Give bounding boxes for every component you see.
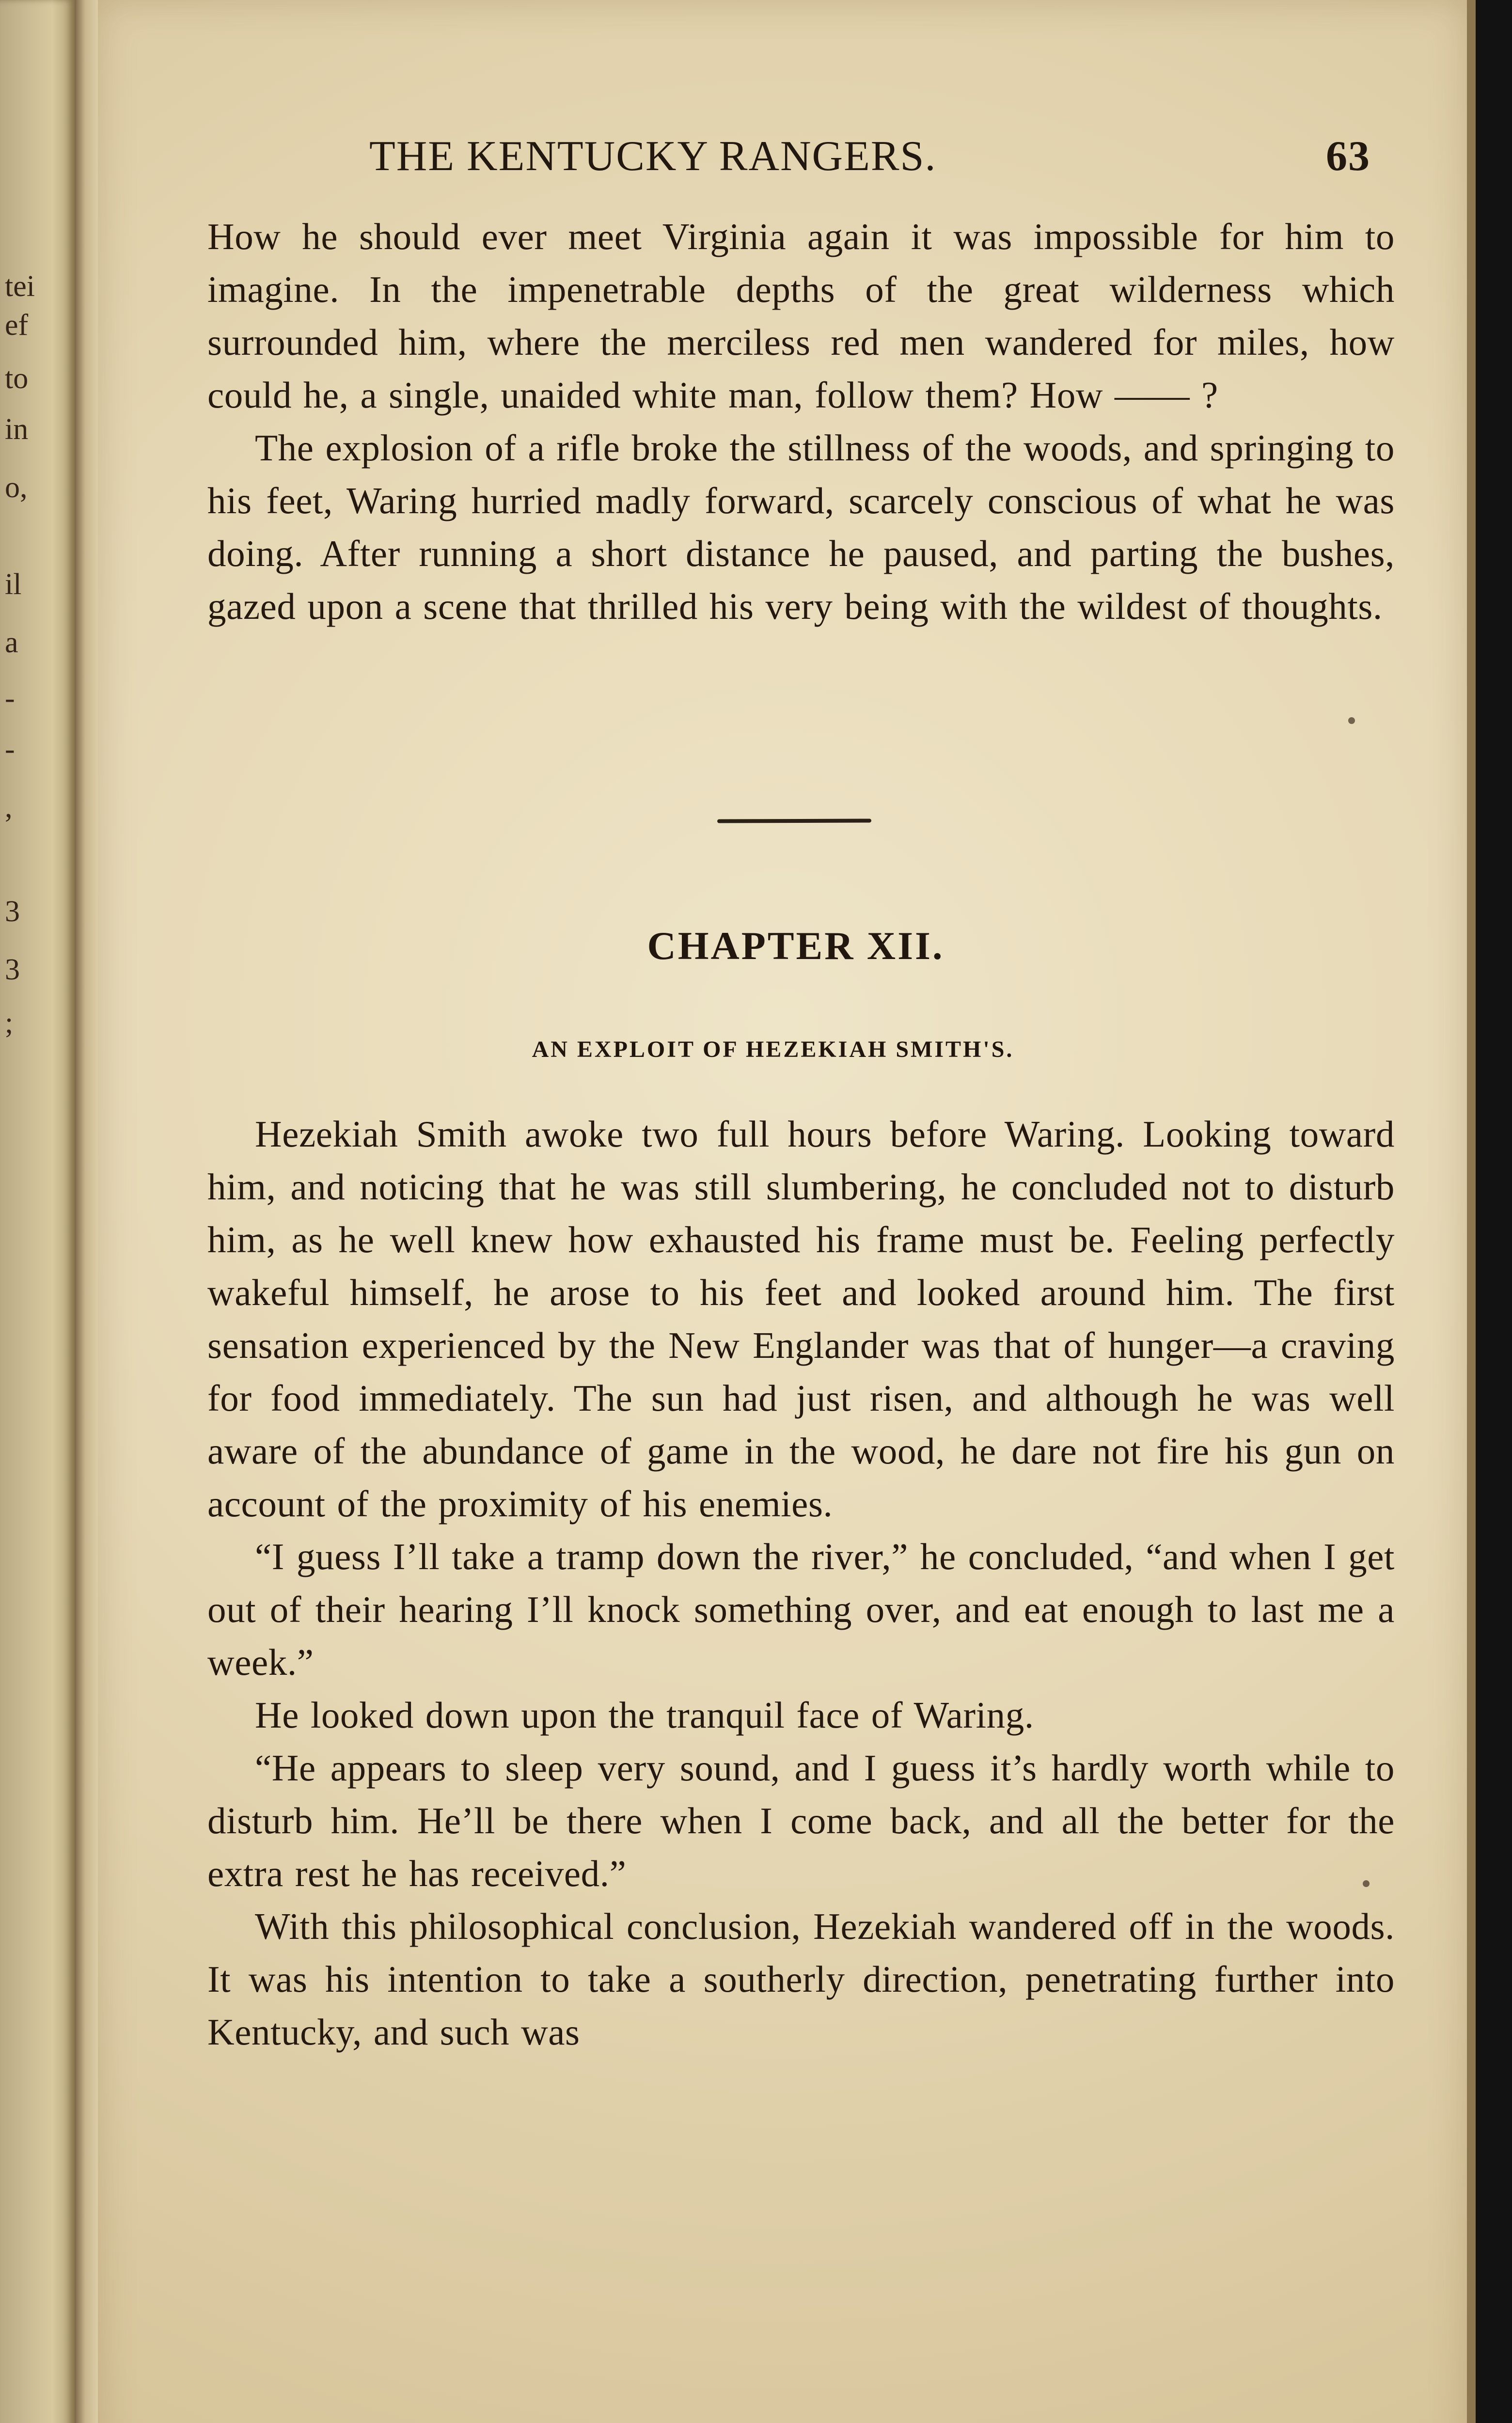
left-page-fragment: 3 bbox=[5, 897, 20, 927]
left-page-fragment: ef bbox=[5, 310, 29, 340]
adjacent-left-page-edge bbox=[0, 0, 75, 2423]
paragraph: “I guess I’ll take a tramp down the river,” he concluded, “and when I get out of their hearing I’ll knock something over, and eat enough to last me a week.” bbox=[207, 1536, 1395, 1683]
left-page-fragment: tei bbox=[5, 271, 35, 301]
left-page-fragment: 3 bbox=[5, 955, 20, 985]
book-gutter bbox=[75, 0, 98, 2423]
paragraph: How he should ever meet Virginia again it was impossible for him to imagine. In the impenetrable depths of the great wilderness which surrounded him, where the merciless red men wandered for miles, how could he, a single, unaided white man, follow them? How —— ? bbox=[207, 216, 1395, 416]
left-page-fragment: a bbox=[5, 628, 18, 658]
left-page-fragment: to bbox=[5, 363, 29, 393]
left-page-fragment: - bbox=[5, 734, 15, 764]
left-page-fragment: , bbox=[5, 792, 13, 822]
chapter-title: CHAPTER XII. bbox=[647, 923, 945, 968]
chapter-text-block bbox=[207, 1108, 1395, 2059]
left-page-fragment: ; bbox=[5, 1008, 14, 1038]
page-number: 63 bbox=[1326, 133, 1370, 180]
left-page-fragment: - bbox=[5, 683, 15, 713]
paragraph: With this philosophical conclusion, Hezekiah wandered off in the woods. It was his intention to take a southerly direction, penetrating further into Kentucky, and such was bbox=[207, 1905, 1395, 2053]
top-text-block bbox=[207, 210, 1395, 633]
left-page-fragment: o, bbox=[5, 472, 28, 503]
paragraph: Hezekiah Smith awoke two full hours before Waring. Looking toward him, and noticing that he was still slumbering, he concluded not to disturb him, as he well knew how exhausted his frame must be. Feeling perfectly wakeful himself, he arose to his feet and looked around him. The first sensation experienced by the New Englander was that of hunger—a craving for food immediately. The sun had just risen, and although he was well aware of the abundance of game in the wood, he dare not fire his gun on account of the proximity of his enemies. bbox=[207, 1113, 1395, 1525]
left-page-fragment: il bbox=[5, 569, 22, 599]
section-divider bbox=[717, 818, 871, 823]
paragraph: He looked down upon the tranquil face of Waring. bbox=[255, 1694, 1034, 1736]
paper-speck bbox=[1348, 717, 1355, 724]
chapter-subtitle: AN EXPLOIT OF HEZEKIAH SMITH'S. bbox=[532, 1036, 1014, 1062]
paragraph: “He appears to sleep very sound, and I guess it’s hardly worth while to disturb him. He’ll be there when I come back, and all the better for the extra rest he has received.” bbox=[207, 1747, 1395, 1894]
paper-speck bbox=[1363, 1880, 1370, 1887]
running-title: THE KENTUCKY RANGERS. bbox=[369, 133, 937, 180]
book-page bbox=[98, 0, 1476, 2423]
left-page-fragment: in bbox=[5, 414, 29, 444]
paragraph: The explosion of a rifle broke the stillness of the woods, and springing to his feet, Waring hurried madly forward, scarcely conscious of what he was doing. After running a short distance he paused, and parting the bushes, gazed upon a scene that thrilled his very being with the wildest of thoughts. bbox=[207, 427, 1395, 627]
